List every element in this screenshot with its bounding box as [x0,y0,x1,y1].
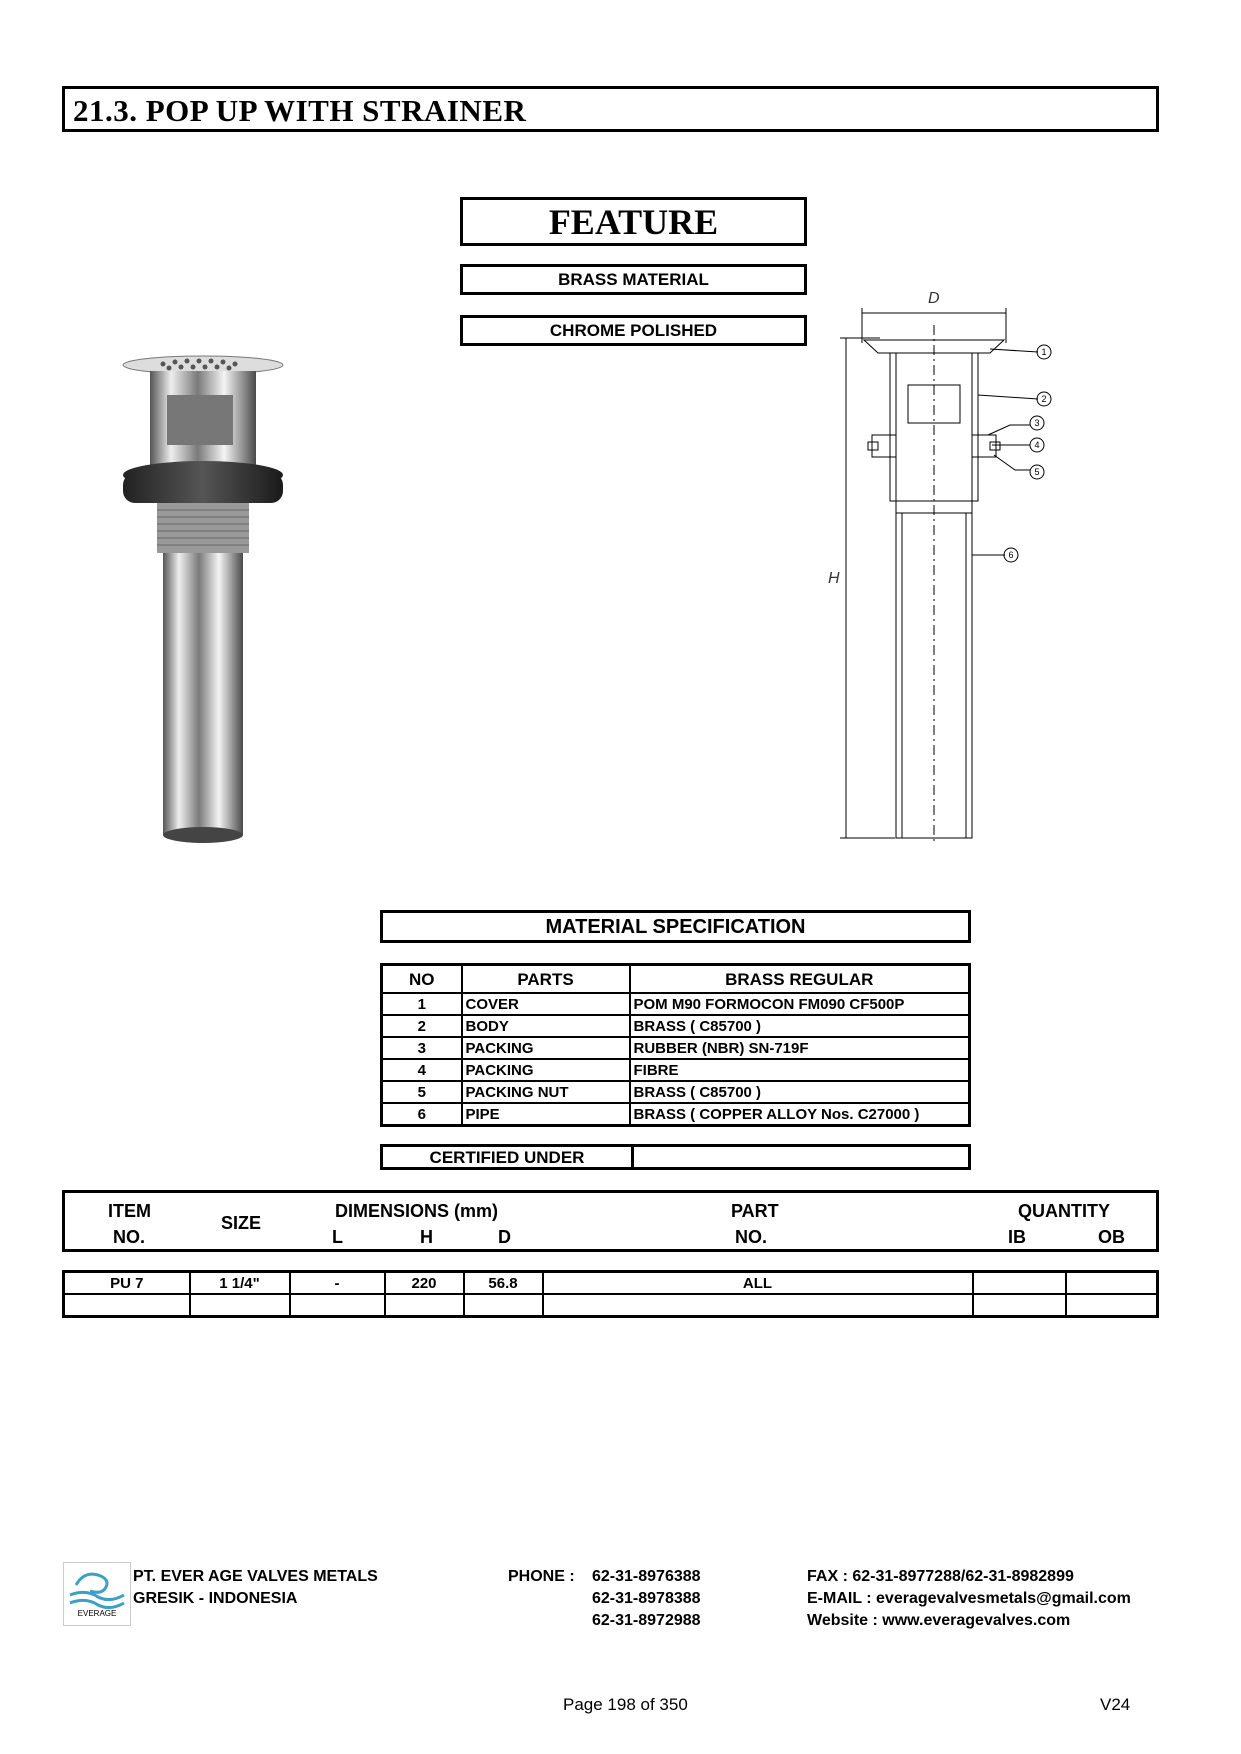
header-h: H [420,1227,433,1247]
row-material: FIBRE [630,1059,970,1081]
table-row [382,1081,970,1103]
header-parts: PARTS [462,965,630,994]
phone-label: PHONE : [508,1568,575,1585]
cell-ob [1066,1294,1158,1317]
row-no: 1 [382,993,462,1015]
callout-5: 5 [1034,467,1040,477]
logo-text: EVERAGE [77,1609,117,1618]
row-part: PACKING [462,1059,630,1081]
version: V24 [1100,1695,1131,1714]
table-header-row [382,965,970,994]
row-no: 4 [382,1059,462,1081]
row-part: COVER [462,993,630,1015]
cell-ib [973,1294,1066,1317]
callout-3: 3 [1034,418,1040,428]
feature-item-chrome: CHROME POLISHED [460,315,807,346]
header-item-no: NO. [113,1227,146,1247]
cell-size [190,1294,290,1317]
callout-1: 1 [1041,347,1047,357]
page-title: 21.3. POP UP WITH STRAINER [73,93,527,128]
company-name: PT. EVER AGE VALVES METALS [133,1568,378,1585]
header-l: L [332,1227,343,1247]
feature-item-brass: BRASS MATERIAL [460,264,807,295]
table-row [382,993,970,1015]
row-part: BODY [462,1015,630,1037]
phone-3: 62-31-8972988 [592,1612,701,1629]
page-number: Page 198 of 350 [563,1695,688,1714]
header-no: NO [382,965,462,994]
table-row [382,1015,970,1037]
certified-under-label: CERTIFIED UNDER [383,1147,634,1167]
row-material: BRASS ( C85700 ) [630,1081,970,1103]
header-part: PART [731,1201,779,1221]
table-row [382,1037,970,1059]
wave-logo-icon [64,1565,130,1613]
company-location: GRESIK - INDONESIA [133,1590,298,1607]
row-material: RUBBER (NBR) SN-719F [630,1037,970,1059]
phone-2: 62-31-8978388 [592,1590,701,1607]
page-title-box [62,86,1159,132]
row-no: 3 [382,1037,462,1059]
header-size: SIZE [221,1213,262,1233]
cell-l: - [290,1272,385,1295]
header-dimensions: DIMENSIONS (mm) [335,1201,499,1221]
row-material: BRASS ( COPPER ALLOY Nos. C27000 ) [630,1103,970,1126]
row-material: BRASS ( C85700 ) [630,1015,970,1037]
header-item: ITEM [108,1201,151,1221]
cell-l [290,1294,385,1317]
email: E-MAIL : everagevalvesmetals@gmail.com [807,1590,1131,1607]
row-no: 5 [382,1081,462,1103]
cell-item [64,1294,190,1317]
website: Website : www.everagevalves.com [807,1612,1071,1629]
certified-under-box [380,1144,971,1170]
row-part: PACKING NUT [462,1081,630,1103]
cell-d [464,1294,543,1317]
header-material: BRASS REGULAR [630,965,970,994]
row-part: PACKING [462,1037,630,1059]
product-photo [115,345,295,850]
row-material: POM M90 FORMOCON FM090 CF500P [630,993,970,1015]
cell-h [385,1294,464,1317]
callout-6: 6 [1008,550,1014,560]
header-ib: IB [1008,1227,1026,1247]
company-logo [63,1562,131,1626]
technical-drawing [820,285,1060,850]
row-no: 2 [382,1015,462,1037]
material-spec-title: MATERIAL SPECIFICATION [380,910,971,943]
cell-size: 1 1/4" [190,1272,290,1295]
header-d: D [498,1227,511,1247]
table-row [382,1059,970,1081]
header-part-no: NO. [735,1227,768,1247]
phone-1: 62-31-8976388 [592,1568,701,1585]
row-no: 6 [382,1103,462,1126]
row-part: PIPE [462,1103,630,1126]
table-row [382,1103,970,1126]
callout-4: 4 [1034,440,1040,450]
dimension-d-label: D [928,290,940,307]
table-row [64,1272,1158,1295]
cell-h: 220 [385,1272,464,1295]
header-ob: OB [1098,1227,1125,1247]
callout-2: 2 [1041,394,1047,404]
cell-ib [973,1272,1066,1295]
table-row [64,1294,1158,1317]
feature-heading: FEATURE [460,197,807,246]
cell-part [543,1294,973,1317]
header-quantity: QUANTITY [1018,1201,1110,1221]
cell-item: PU 7 [64,1272,190,1295]
cell-d: 56.8 [464,1272,543,1295]
fax: FAX : 62-31-8977288/62-31-8982899 [807,1568,1074,1585]
cell-part: ALL [543,1272,973,1295]
cell-ob [1066,1272,1158,1295]
item-table-header [62,1190,1159,1252]
item-table [62,1270,1159,1318]
dimension-h-label: H [828,570,840,587]
material-spec-table [380,963,971,1127]
certified-under-value [635,1147,968,1167]
